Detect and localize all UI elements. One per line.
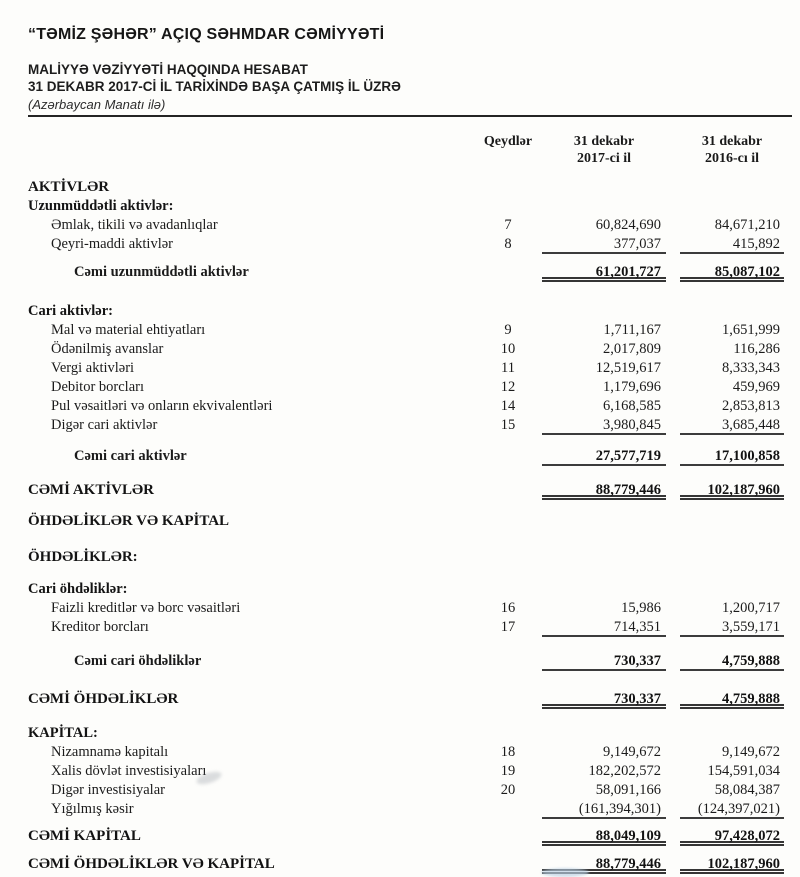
row-value-2017: 15,986 xyxy=(621,600,661,616)
row-value-2017: 182,202,572 xyxy=(588,763,661,779)
row-label: CƏMİ KAPİTAL xyxy=(28,828,141,844)
table-row xyxy=(0,178,800,197)
row-label: Faizli kreditlər və borc vəsaitləri xyxy=(51,600,241,616)
row-value-2017: (161,394,301) xyxy=(542,800,666,819)
table-row xyxy=(0,512,800,531)
column-header-2017 xyxy=(542,134,666,167)
row-note xyxy=(480,302,536,321)
row-label: Vergi aktivləri xyxy=(51,360,135,376)
row-value-2016 xyxy=(680,178,784,197)
row-label: CƏMİ ÖHDƏLİKLƏR xyxy=(28,691,179,707)
row-note xyxy=(480,724,536,743)
row-value-2017: 3,980,845 xyxy=(542,416,666,435)
row-label: Cəmi uzunmüddətli aktivlər xyxy=(74,264,249,280)
row-label: Yığılmış kəsir xyxy=(51,801,134,817)
table-row xyxy=(0,397,800,416)
row-value-2016: 85,087,102 xyxy=(680,263,784,282)
row-value-2016: 116,286 xyxy=(733,341,780,357)
table-row xyxy=(0,855,800,874)
row-value-2016: 154,591,034 xyxy=(707,763,780,779)
row-value-2017 xyxy=(542,512,666,531)
row-note xyxy=(480,690,536,709)
row-label: KAPİTAL: xyxy=(28,725,98,741)
row-value-2016: 459,969 xyxy=(732,379,780,395)
row-value-2017: 60,824,690 xyxy=(595,217,661,233)
row-value-2017: 730,337 xyxy=(542,690,666,709)
row-value-2017: 9,149,672 xyxy=(603,744,661,760)
row-label: AKTİVLƏR xyxy=(28,179,110,195)
row-label: Digər cari aktivlər xyxy=(51,417,158,433)
row-note: 12 xyxy=(500,379,516,395)
table-row xyxy=(0,580,800,599)
table-row xyxy=(0,197,800,216)
column-header-2017-line1: 31 dekabr xyxy=(573,134,635,149)
company-name: “TƏMİZ ŞƏHƏR” AÇIQ SƏHMDAR CƏMİYYƏTİ xyxy=(28,26,385,43)
column-header-notes: Qeydlər xyxy=(483,134,533,149)
row-value-2016 xyxy=(680,197,784,216)
row-value-2017: 2,017,809 xyxy=(603,341,661,357)
row-value-2016: 1,200,717 xyxy=(722,600,780,616)
row-value-2017: 88,049,109 xyxy=(542,827,666,846)
row-note xyxy=(480,827,536,846)
row-note xyxy=(480,580,536,599)
document-header xyxy=(0,0,800,117)
report-title-line2: 31 DEKABR 2017-Cİ İL TARİXİNDƏ BAŞA ÇATMIŞ İL ÜZRƏ xyxy=(28,78,401,94)
row-value-2017 xyxy=(542,178,666,197)
row-note xyxy=(480,263,536,282)
row-value-2017 xyxy=(542,197,666,216)
table-row xyxy=(0,416,800,435)
row-value-2016: 102,187,960 xyxy=(680,855,784,874)
row-label: Uzunmüddətli aktivlər: xyxy=(28,198,174,214)
table-row xyxy=(0,781,800,800)
table-row xyxy=(0,800,800,819)
row-value-2016: 9,149,672 xyxy=(722,744,780,760)
table-row xyxy=(0,302,800,321)
table-column-headers xyxy=(0,134,800,167)
row-label: CƏMİ AKTİVLƏR xyxy=(28,482,154,498)
row-value-2016: 97,428,072 xyxy=(680,827,784,846)
report-title xyxy=(28,62,792,95)
row-value-2016: 8,333,343 xyxy=(722,360,780,376)
row-note xyxy=(480,481,536,500)
row-value-2017: 58,091,166 xyxy=(595,782,661,798)
row-value-2017 xyxy=(542,724,666,743)
row-value-2016: 102,187,960 xyxy=(680,481,784,500)
row-note: 7 xyxy=(504,217,512,233)
table-row xyxy=(0,652,800,671)
row-note xyxy=(480,197,536,216)
scan-smudge-artifact xyxy=(541,868,589,877)
table-row xyxy=(0,690,800,709)
row-label: Digər investisiyalar xyxy=(51,782,165,798)
row-note xyxy=(480,548,536,567)
row-label: CƏMİ ÖHDƏLİKLƏR VƏ KAPİTAL xyxy=(28,856,275,872)
row-note xyxy=(480,800,536,819)
row-note: 8 xyxy=(504,236,512,252)
row-value-2016 xyxy=(680,580,784,599)
row-label: ÖHDƏLİKLƏR VƏ KAPİTAL xyxy=(28,513,230,529)
currency-note: (Azərbaycan Manatı ilə) xyxy=(28,97,166,112)
row-value-2016: 3,559,171 xyxy=(680,618,784,637)
row-value-2016: 17,100,858 xyxy=(680,447,784,466)
row-value-2016 xyxy=(680,548,784,567)
row-value-2017: 714,351 xyxy=(542,618,666,637)
row-note: 20 xyxy=(500,782,516,798)
table-row xyxy=(0,599,800,618)
row-value-2016: 1,651,999 xyxy=(722,322,780,338)
row-note xyxy=(480,178,536,197)
table-row xyxy=(0,235,800,254)
row-value-2016: 58,084,387 xyxy=(714,782,780,798)
row-label: Cari öhdəliklər: xyxy=(28,581,128,597)
row-value-2016 xyxy=(680,724,784,743)
column-header-2016 xyxy=(680,134,784,167)
row-note xyxy=(480,512,536,531)
table-row xyxy=(0,762,800,781)
row-note xyxy=(480,652,536,671)
row-label: Mal və material ehtiyatları xyxy=(51,322,206,338)
row-value-2016 xyxy=(680,512,784,531)
row-value-2017: 88,779,446 xyxy=(542,855,666,874)
row-value-2017: 88,779,446 xyxy=(542,481,666,500)
row-note: 15 xyxy=(500,417,516,433)
row-value-2016: 2,853,813 xyxy=(722,398,780,414)
row-note: 19 xyxy=(500,763,516,779)
row-value-2017 xyxy=(542,302,666,321)
row-label: Qeyri-maddi aktivlər xyxy=(51,236,173,252)
row-note: 14 xyxy=(500,398,516,414)
row-value-2017: 27,577,719 xyxy=(542,447,666,466)
row-value-2017 xyxy=(542,548,666,567)
row-note: 18 xyxy=(500,744,516,760)
row-value-2016 xyxy=(680,302,784,321)
row-note xyxy=(480,447,536,466)
row-note: 9 xyxy=(504,322,512,338)
row-value-2017: 730,337 xyxy=(542,652,666,671)
row-label: Əmlak, tikili və avadanlıqlar xyxy=(51,217,218,233)
row-note: 10 xyxy=(500,341,516,357)
row-label: Kreditor borcları xyxy=(51,619,149,635)
row-value-2017: 61,201,727 xyxy=(542,263,666,282)
row-value-2016: 4,759,888 xyxy=(680,690,784,709)
table-row xyxy=(0,481,800,500)
row-value-2016: 3,685,448 xyxy=(680,416,784,435)
row-value-2016: 4,759,888 xyxy=(680,652,784,671)
row-value-2017: 1,179,696 xyxy=(603,379,661,395)
table-row xyxy=(0,618,800,637)
row-label: Ödənilmiş avanslar xyxy=(51,341,164,357)
row-label: ÖHDƏLİKLƏR: xyxy=(28,549,138,565)
column-header-2016-line2: 2016-cı il xyxy=(704,150,760,166)
row-value-2016: 415,892 xyxy=(680,235,784,254)
row-label: Cəmi cari öhdəliklər xyxy=(74,653,202,669)
row-label: Xalis dövlət investisiyaları xyxy=(51,763,207,779)
table-row xyxy=(0,378,800,397)
row-note: 16 xyxy=(500,600,516,616)
row-value-2017 xyxy=(542,580,666,599)
row-value-2017: 1,711,167 xyxy=(603,322,661,338)
row-label: Debitor borcları xyxy=(51,379,145,395)
row-value-2016: 84,671,210 xyxy=(714,217,780,233)
table-row xyxy=(0,827,800,846)
row-label: Pul vəsaitləri və onların ekvivalentləri xyxy=(51,398,273,414)
table-row xyxy=(0,216,800,235)
header-divider-rule xyxy=(28,115,792,117)
row-label: Cari aktivlər: xyxy=(28,303,113,319)
table-row xyxy=(0,321,800,340)
report-title-line1: MALİYYƏ VƏZİYYƏTİ HAQQINDA HESABAT xyxy=(28,62,308,77)
row-value-2017: 6,168,585 xyxy=(603,398,661,414)
table-row xyxy=(0,743,800,762)
table-row xyxy=(0,447,800,466)
table-body xyxy=(0,178,800,874)
row-note: 11 xyxy=(501,360,515,376)
table-row xyxy=(0,263,800,282)
table-row xyxy=(0,724,800,743)
table-row xyxy=(0,359,800,378)
row-label: Nizamnamə kapitalı xyxy=(51,744,169,760)
row-value-2017: 12,519,617 xyxy=(595,360,661,376)
table-row xyxy=(0,548,800,567)
column-header-2016-line1: 31 dekabr xyxy=(701,134,763,149)
row-value-2016: (124,397,021) xyxy=(680,800,784,819)
column-header-2017-line2: 2017-ci il xyxy=(576,150,632,166)
row-note: 17 xyxy=(500,619,516,635)
table-row xyxy=(0,340,800,359)
row-label: Cəmi cari aktivlər xyxy=(74,448,187,464)
row-note xyxy=(480,855,536,874)
row-value-2017: 377,037 xyxy=(542,235,666,254)
